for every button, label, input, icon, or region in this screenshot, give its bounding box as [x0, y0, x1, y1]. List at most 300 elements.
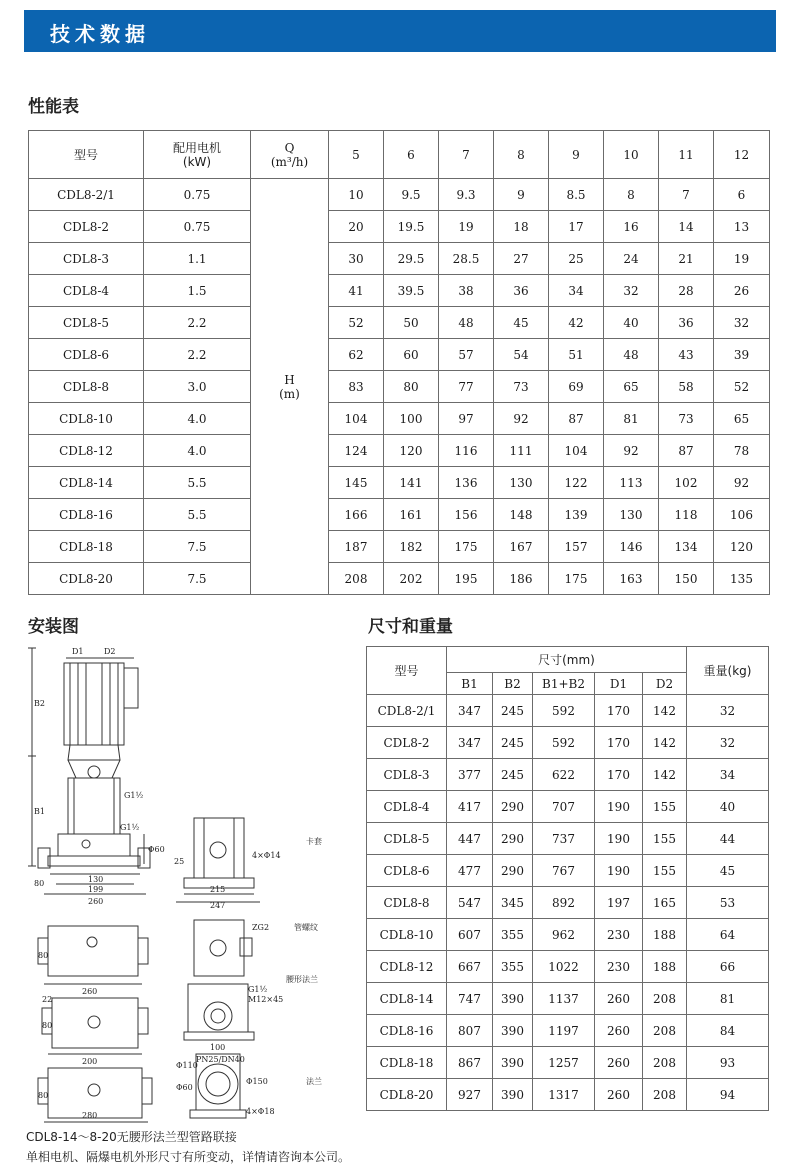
dim-d2-cell: 208 — [643, 983, 687, 1015]
perf-head-cell: 8.5 — [549, 179, 604, 211]
perf-flow-cell: 7 — [439, 131, 494, 179]
perf-head-cell: 52 — [329, 307, 384, 339]
perf-head-cell: 16 — [604, 211, 659, 243]
table-row — [367, 759, 769, 791]
perf-col-motor-label: 配用电机 — [172, 140, 221, 155]
dim-d2-cell: 142 — [643, 727, 687, 759]
perf-head-cell: 41 — [329, 275, 384, 307]
perf-head-cell: 48 — [439, 307, 494, 339]
perf-head-cell: 51 — [549, 339, 604, 371]
perf-head-cell: 18 — [494, 211, 549, 243]
perf-head-cell: 9 — [494, 179, 549, 211]
table-row — [367, 1047, 769, 1079]
perf-power-cell: 2.2 — [144, 339, 251, 371]
performance-table — [28, 130, 770, 595]
perf-head-cell: 97 — [439, 403, 494, 435]
perf-head-cell: 134 — [659, 531, 714, 563]
dim-d1-cell: 170 — [595, 759, 643, 791]
dim-d2-cell: 155 — [643, 855, 687, 887]
dim-d1-cell: 260 — [595, 1015, 643, 1047]
perf-head-cell: 87 — [659, 435, 714, 467]
perf-head-cell: 52 — [714, 371, 770, 403]
perf-col-model: 型号 — [29, 131, 144, 179]
perf-head-cell: 139 — [549, 499, 604, 531]
performance-body — [29, 179, 770, 595]
perf-head-cell: 116 — [439, 435, 494, 467]
dim-d2-cell: 155 — [643, 823, 687, 855]
label-bolts1: 4×Φ14 — [252, 851, 281, 860]
dim-header-row — [367, 647, 769, 673]
dim-d1-cell: 230 — [595, 951, 643, 983]
dim-d1-cell: 170 — [595, 727, 643, 759]
perf-head-cell: 32 — [604, 275, 659, 307]
perf-head-cell: 135 — [714, 563, 770, 595]
dim-sum-cell: 622 — [533, 759, 595, 791]
perf-col-q-label: Q — [284, 140, 295, 155]
perf-model-cell: CDL8-16 — [29, 499, 144, 531]
perf-col-q — [251, 131, 329, 179]
dim-b1-cell: 607 — [447, 919, 493, 951]
perf-head-cell: 136 — [439, 467, 494, 499]
table-row — [29, 371, 770, 403]
dim-b2-cell: 345 — [493, 887, 533, 919]
dim-d2-cell: 142 — [643, 695, 687, 727]
perf-power-cell: 4.0 — [144, 403, 251, 435]
perf-power-cell: 4.0 — [144, 435, 251, 467]
table-row — [29, 403, 770, 435]
dim-d2-cell: 155 — [643, 791, 687, 823]
dim-d1-cell: 190 — [595, 855, 643, 887]
table-row — [367, 727, 769, 759]
dim-b1-cell: 347 — [447, 695, 493, 727]
label-d2: D2 — [104, 647, 116, 656]
perf-power-cell: 3.0 — [144, 371, 251, 403]
dim-w-cell: 94 — [687, 1079, 769, 1111]
label-200: 200 — [82, 1057, 98, 1066]
dim-col-size: 尺寸(mm) — [447, 647, 687, 673]
dim-d2-cell: 208 — [643, 1079, 687, 1111]
perf-head-cell: 81 — [604, 403, 659, 435]
dim-d2-cell: 142 — [643, 759, 687, 791]
label-22: 22 — [42, 995, 53, 1004]
dim-sub-cell: B1+B2 — [533, 673, 595, 695]
perf-flow-cell: 8 — [494, 131, 549, 179]
dim-col-model: 型号 — [367, 647, 447, 695]
label-100: 100 — [210, 1043, 226, 1052]
table-row — [367, 1079, 769, 1111]
perf-head-cell: 50 — [384, 307, 439, 339]
label-g-lower: G1½ — [120, 823, 140, 832]
perf-model-cell: CDL8-14 — [29, 467, 144, 499]
table-row — [29, 499, 770, 531]
perf-model-cell: CDL8-4 — [29, 275, 144, 307]
perf-head-cell: 73 — [659, 403, 714, 435]
label-215: 215 — [210, 885, 226, 894]
perf-model-cell: CDL8-3 — [29, 243, 144, 275]
dim-sum-cell: 707 — [533, 791, 595, 823]
perf-h-cell — [251, 179, 329, 595]
table-row — [367, 951, 769, 983]
dim-w-cell: 32 — [687, 727, 769, 759]
perf-head-cell: 7 — [659, 179, 714, 211]
dim-b2-cell: 290 — [493, 823, 533, 855]
perf-model-cell: CDL8-12 — [29, 435, 144, 467]
dim-b2-cell: 355 — [493, 919, 533, 951]
perf-head-cell: 102 — [659, 467, 714, 499]
dim-d1-cell: 260 — [595, 1079, 643, 1111]
label-clamp: 卡套 — [306, 837, 322, 846]
dim-model-cell: CDL8-2/1 — [367, 695, 447, 727]
perf-head-cell: 32 — [714, 307, 770, 339]
label-phi150: Φ150 — [246, 1077, 268, 1086]
dim-model-cell: CDL8-16 — [367, 1015, 447, 1047]
dimensions-title: 尺寸和重量 — [368, 617, 453, 637]
dim-b1-cell: 377 — [447, 759, 493, 791]
label-bolts2: 4×Φ18 — [246, 1107, 275, 1116]
perf-head-cell: 17 — [549, 211, 604, 243]
label-b1: B1 — [34, 807, 45, 816]
perf-head-cell: 8 — [604, 179, 659, 211]
perf-power-cell: 1.1 — [144, 243, 251, 275]
dim-b2-cell: 390 — [493, 1047, 533, 1079]
label-130: 130 — [88, 875, 104, 884]
dim-sum-cell: 892 — [533, 887, 595, 919]
dim-w-cell: 32 — [687, 695, 769, 727]
perf-flow-cell: 12 — [714, 131, 770, 179]
performance-header-row — [29, 131, 770, 179]
perf-head-cell: 58 — [659, 371, 714, 403]
perf-head-cell: 111 — [494, 435, 549, 467]
dim-model-cell: CDL8-14 — [367, 983, 447, 1015]
dim-b2-cell: 390 — [493, 1079, 533, 1111]
dim-d2-cell: 188 — [643, 951, 687, 983]
dim-sum-cell: 962 — [533, 919, 595, 951]
perf-head-cell: 175 — [439, 531, 494, 563]
perf-h-unit: (m) — [279, 386, 300, 401]
perf-model-cell: CDL8-10 — [29, 403, 144, 435]
perf-head-cell: 40 — [604, 307, 659, 339]
dim-d1-cell: 170 — [595, 695, 643, 727]
perf-head-cell: 80 — [384, 371, 439, 403]
label-m12: M12×45 — [248, 995, 284, 1004]
dim-w-cell: 40 — [687, 791, 769, 823]
perf-col-q-unit: (m³/h) — [270, 154, 309, 169]
dim-w-cell: 81 — [687, 983, 769, 1015]
dim-b1-cell: 927 — [447, 1079, 493, 1111]
table-row — [29, 243, 770, 275]
perf-head-cell: 167 — [494, 531, 549, 563]
dimensions-table — [366, 646, 769, 1111]
dim-w-cell: 64 — [687, 919, 769, 951]
perf-power-cell: 2.2 — [144, 307, 251, 339]
label-80d: 80 — [38, 1091, 49, 1100]
dim-model-cell: CDL8-8 — [367, 887, 447, 919]
table-row — [367, 887, 769, 919]
perf-head-cell: 175 — [549, 563, 604, 595]
perf-head-cell: 24 — [604, 243, 659, 275]
perf-head-cell: 19 — [439, 211, 494, 243]
perf-power-cell: 5.5 — [144, 499, 251, 531]
label-phi60b: Φ60 — [176, 1083, 193, 1092]
perf-flow-cell: 9 — [549, 131, 604, 179]
dim-sub-cell: D1 — [595, 673, 643, 695]
perf-head-cell: 161 — [384, 499, 439, 531]
perf-head-cell: 39.5 — [384, 275, 439, 307]
table-row — [29, 563, 770, 595]
perf-power-cell: 1.5 — [144, 275, 251, 307]
perf-head-cell: 28.5 — [439, 243, 494, 275]
perf-flow-cell: 6 — [384, 131, 439, 179]
perf-col-motor — [144, 131, 251, 179]
label-oval-flange: 腰形法兰 — [286, 975, 318, 984]
perf-head-cell: 54 — [494, 339, 549, 371]
note-motor: 单相电机、隔爆电机外形尺寸有所变动，详情请咨询本公司。 — [26, 1150, 351, 1164]
label-phi60: Φ60 — [148, 845, 165, 854]
dim-d2-cell: 188 — [643, 919, 687, 951]
dim-b1-cell: 447 — [447, 823, 493, 855]
perf-head-cell: 19.5 — [384, 211, 439, 243]
dim-model-cell: CDL8-2 — [367, 727, 447, 759]
table-row — [367, 983, 769, 1015]
perf-head-cell: 39 — [714, 339, 770, 371]
perf-head-cell: 87 — [549, 403, 604, 435]
dim-b1-cell: 667 — [447, 951, 493, 983]
label-247: 247 — [210, 901, 226, 910]
dim-b1-cell: 807 — [447, 1015, 493, 1047]
dim-sub-cell: D2 — [643, 673, 687, 695]
perf-head-cell: 38 — [439, 275, 494, 307]
label-g-upper: G1½ — [124, 791, 144, 800]
dim-b2-cell: 245 — [493, 695, 533, 727]
label-g-flange: G1½ — [248, 985, 268, 994]
dim-b2-cell: 355 — [493, 951, 533, 983]
label-80b: 80 — [38, 951, 49, 960]
label-d1: D1 — [72, 647, 84, 656]
perf-head-cell: 13 — [714, 211, 770, 243]
dim-sub-cell: B2 — [493, 673, 533, 695]
dim-b1-cell: 867 — [447, 1047, 493, 1079]
table-row — [29, 467, 770, 499]
perf-head-cell: 92 — [714, 467, 770, 499]
perf-head-cell: 26 — [714, 275, 770, 307]
perf-head-cell: 157 — [549, 531, 604, 563]
perf-model-cell: CDL8-2/1 — [29, 179, 144, 211]
dim-d2-cell: 208 — [643, 1015, 687, 1047]
perf-head-cell: 9.5 — [384, 179, 439, 211]
dim-w-cell: 53 — [687, 887, 769, 919]
dim-sum-cell: 592 — [533, 727, 595, 759]
perf-h-label: H — [284, 372, 295, 387]
perf-head-cell: 146 — [604, 531, 659, 563]
perf-head-cell: 9.3 — [439, 179, 494, 211]
dim-sum-cell: 1197 — [533, 1015, 595, 1047]
perf-head-cell: 6 — [714, 179, 770, 211]
perf-head-cell: 62 — [329, 339, 384, 371]
dim-model-cell: CDL8-12 — [367, 951, 447, 983]
perf-flow-cell: 10 — [604, 131, 659, 179]
perf-head-cell: 36 — [659, 307, 714, 339]
label-80a: 80 — [34, 879, 45, 888]
dim-model-cell: CDL8-18 — [367, 1047, 447, 1079]
label-phi110: Φ110 — [176, 1061, 198, 1070]
dim-sum-cell: 1137 — [533, 983, 595, 1015]
dim-d2-cell: 208 — [643, 1047, 687, 1079]
perf-head-cell: 106 — [714, 499, 770, 531]
perf-flow-cell: 5 — [329, 131, 384, 179]
dim-col-weight: 重量(kg) — [687, 647, 769, 695]
perf-head-cell: 202 — [384, 563, 439, 595]
dim-b2-cell: 290 — [493, 855, 533, 887]
perf-model-cell: CDL8-2 — [29, 211, 144, 243]
perf-head-cell: 195 — [439, 563, 494, 595]
perf-head-cell: 43 — [659, 339, 714, 371]
dim-d1-cell: 197 — [595, 887, 643, 919]
dim-model-cell: CDL8-3 — [367, 759, 447, 791]
perf-power-cell: 0.75 — [144, 211, 251, 243]
perf-model-cell: CDL8-18 — [29, 531, 144, 563]
dim-sum-cell: 1257 — [533, 1047, 595, 1079]
perf-head-cell: 78 — [714, 435, 770, 467]
perf-head-cell: 156 — [439, 499, 494, 531]
table-row — [367, 695, 769, 727]
dim-model-cell: CDL8-4 — [367, 791, 447, 823]
perf-head-cell: 92 — [604, 435, 659, 467]
dim-d1-cell: 190 — [595, 823, 643, 855]
perf-flow-cell: 11 — [659, 131, 714, 179]
dim-sum-cell: 767 — [533, 855, 595, 887]
perf-head-cell: 21 — [659, 243, 714, 275]
perf-col-motor-unit: (kW) — [182, 154, 212, 169]
table-row — [29, 211, 770, 243]
perf-head-cell: 130 — [604, 499, 659, 531]
dim-b1-cell: 477 — [447, 855, 493, 887]
perf-head-cell: 163 — [604, 563, 659, 595]
dim-sum-cell: 737 — [533, 823, 595, 855]
label-zg2: ZG2 — [252, 923, 270, 932]
dim-model-cell: CDL8-10 — [367, 919, 447, 951]
dim-b1-cell: 747 — [447, 983, 493, 1015]
perf-head-cell: 122 — [549, 467, 604, 499]
label-pn: PN25/DN40 — [196, 1055, 245, 1064]
dim-model-cell: CDL8-5 — [367, 823, 447, 855]
perf-head-cell: 120 — [714, 531, 770, 563]
dimensions-body — [367, 695, 769, 1111]
perf-head-cell: 130 — [494, 467, 549, 499]
perf-head-cell: 19 — [714, 243, 770, 275]
dim-w-cell: 84 — [687, 1015, 769, 1047]
dim-w-cell: 44 — [687, 823, 769, 855]
perf-head-cell: 104 — [549, 435, 604, 467]
perf-head-cell: 25 — [549, 243, 604, 275]
perf-head-cell: 30 — [329, 243, 384, 275]
table-row — [29, 275, 770, 307]
dim-b1-cell: 347 — [447, 727, 493, 759]
dim-model-cell: CDL8-6 — [367, 855, 447, 887]
perf-head-cell: 69 — [549, 371, 604, 403]
table-row — [367, 823, 769, 855]
dim-sum-cell: 1317 — [533, 1079, 595, 1111]
perf-head-cell: 208 — [329, 563, 384, 595]
perf-head-cell: 14 — [659, 211, 714, 243]
perf-model-cell: CDL8-20 — [29, 563, 144, 595]
perf-head-cell: 45 — [494, 307, 549, 339]
dim-model-cell: CDL8-20 — [367, 1079, 447, 1111]
perf-head-cell: 166 — [329, 499, 384, 531]
table-row — [367, 919, 769, 951]
perf-head-cell: 20 — [329, 211, 384, 243]
dim-sum-cell: 592 — [533, 695, 595, 727]
note-flange: CDL8-14～8-20无腰形法兰型管路联接 — [26, 1130, 237, 1144]
table-row — [29, 307, 770, 339]
perf-head-cell: 27 — [494, 243, 549, 275]
label-80c: 80 — [42, 1021, 53, 1030]
perf-head-cell: 124 — [329, 435, 384, 467]
dim-sub-cell: B1 — [447, 673, 493, 695]
dim-d1-cell: 260 — [595, 983, 643, 1015]
dim-w-cell: 66 — [687, 951, 769, 983]
perf-head-cell: 60 — [384, 339, 439, 371]
perf-head-cell: 150 — [659, 563, 714, 595]
dim-w-cell: 93 — [687, 1047, 769, 1079]
dim-d1-cell: 260 — [595, 1047, 643, 1079]
dim-b2-cell: 245 — [493, 727, 533, 759]
table-row — [367, 791, 769, 823]
header-banner — [24, 10, 776, 52]
perf-head-cell: 65 — [604, 371, 659, 403]
banner-title: 技术数据 — [50, 22, 150, 46]
perf-head-cell: 57 — [439, 339, 494, 371]
table-row — [29, 435, 770, 467]
perf-head-cell: 10 — [329, 179, 384, 211]
perf-power-cell: 0.75 — [144, 179, 251, 211]
dim-d1-cell: 230 — [595, 919, 643, 951]
dim-sum-cell: 1022 — [533, 951, 595, 983]
perf-head-cell: 48 — [604, 339, 659, 371]
dim-d1-cell: 190 — [595, 791, 643, 823]
dim-b1-cell: 417 — [447, 791, 493, 823]
perf-head-cell: 28 — [659, 275, 714, 307]
dim-w-cell: 45 — [687, 855, 769, 887]
dim-d2-cell: 165 — [643, 887, 687, 919]
perf-model-cell: CDL8-6 — [29, 339, 144, 371]
table-row — [29, 179, 770, 211]
perf-head-cell: 36 — [494, 275, 549, 307]
perf-model-cell: CDL8-5 — [29, 307, 144, 339]
label-pipe-thread: 管螺纹 — [294, 923, 318, 932]
perf-head-cell: 42 — [549, 307, 604, 339]
performance-title: 性能表 — [28, 97, 79, 117]
perf-head-cell: 145 — [329, 467, 384, 499]
label-260b: 260 — [82, 987, 98, 996]
label-260a: 260 — [88, 897, 104, 906]
label-199: 199 — [88, 885, 104, 894]
perf-head-cell: 141 — [384, 467, 439, 499]
dim-b2-cell: 390 — [493, 1015, 533, 1047]
label-b2: B2 — [34, 699, 45, 708]
perf-head-cell: 73 — [494, 371, 549, 403]
perf-power-cell: 7.5 — [144, 563, 251, 595]
label-25: 25 — [174, 857, 185, 866]
dim-w-cell: 34 — [687, 759, 769, 791]
perf-head-cell: 83 — [329, 371, 384, 403]
perf-power-cell: 7.5 — [144, 531, 251, 563]
perf-head-cell: 34 — [549, 275, 604, 307]
table-row — [29, 531, 770, 563]
perf-model-cell: CDL8-8 — [29, 371, 144, 403]
perf-head-cell: 29.5 — [384, 243, 439, 275]
label-flange: 法兰 — [306, 1077, 322, 1086]
dim-b2-cell: 245 — [493, 759, 533, 791]
